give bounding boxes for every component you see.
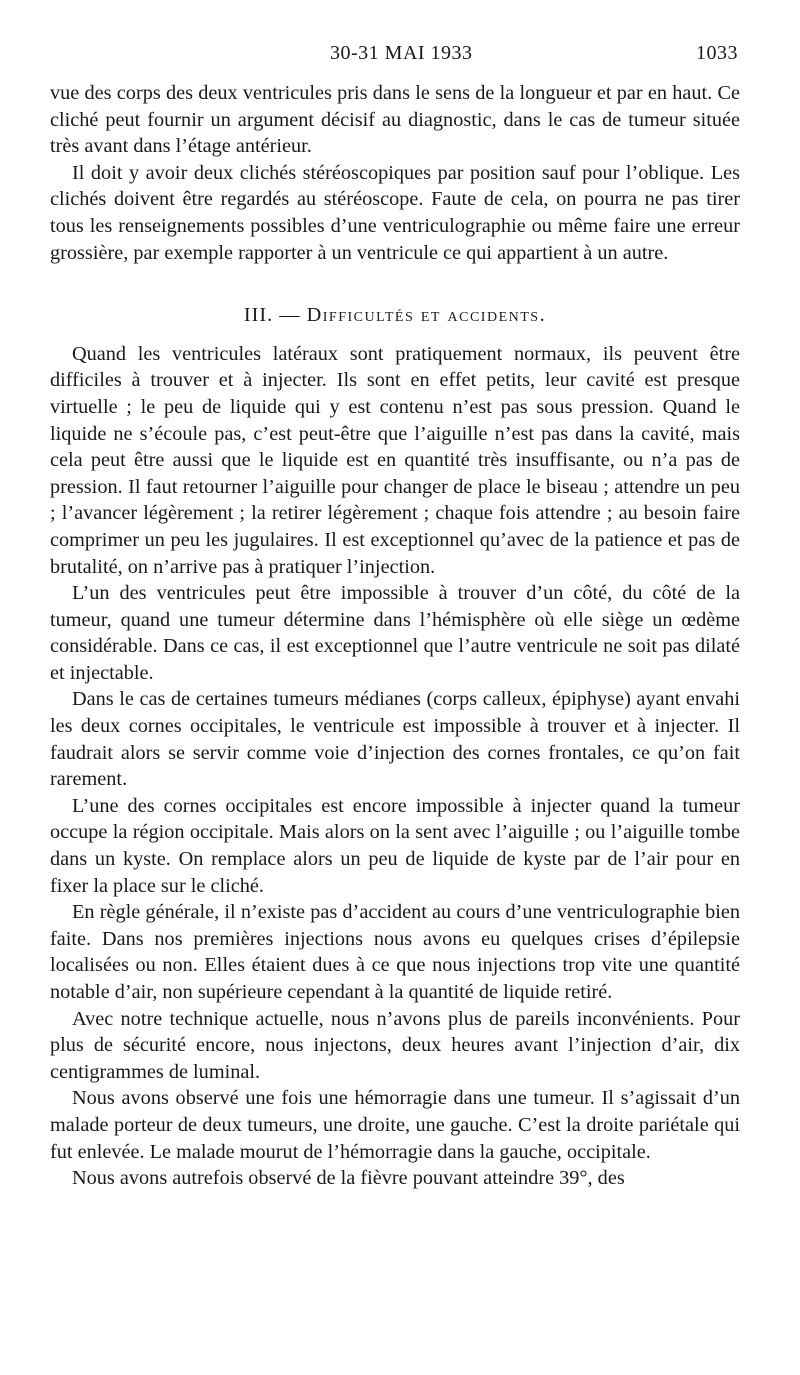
paragraph: L’une des cornes occipitales est encore impossible à injecter quand la tumeur occupe la région occipitale. Mais alors on la sent avec l’aiguille ; ou l’aiguille tombe dans un kyste. On remplace alors un peu de liquide de kyste par de l’air pour en fixer la place sur le cliché.: [50, 794, 740, 897]
page-header: [0, 42, 800, 72]
paragraph: Il doit y avoir deux clichés stéréoscopiques par position sauf pour l’oblique. Les clichés doivent être regardés au stéréoscope. Faute de cela, on pourra ne pas tirer tous les renseignements possibles d’une ventriculographie ou même faire une erreur grossière, par exemple rapporter à un ventricule ce qui appartient à un autre.: [50, 161, 740, 264]
section-dash: —: [279, 304, 301, 327]
paragraph: vue des corps des deux ventricules pris dans le sens de la longueur et par en haut. Ce cliché peut fournir un argument décisif au diagnostic, dans le cas de tumeur située très avant dans l’étage antérieur.: [50, 82, 740, 158]
paragraph: Avec notre technique actuelle, nous n’avons plus de pareils inconvénients. Pour plus de sécurité encore, nous injectons, deux heures avant l’injection d’air, dix centigrammes de luminal.: [50, 1007, 740, 1083]
running-title: 30-31 MAI 1933: [330, 42, 473, 64]
section-number: III.: [243, 304, 274, 327]
paragraph: En règle générale, il n’existe pas d’accident au cours d’une ventriculographie bien faite. Dans nos premières injections nous avons eu quelques crises d’épilepsie localisées ou non. Elles étaient dues à ce que nous injections trop vite une quantité notable d’air, non supérieure cependant à la quantité de liquide retiré.: [50, 901, 740, 1003]
section-title: Difficultés et accidents.: [306, 304, 547, 327]
paragraph: Quand les ventricules latéraux sont pratiquement normaux, ils peuvent être difficiles à trouver et à injecter. Ils sont en effet petits, leur cavité est presque virtuelle ; le peu de liquide qui y est contenu n’est pas sous pression. Quand le liquide ne s’écoule pas, c’est peut-être que l’aiguille n’est pas dans la cavité, mais cela peut être aussi que le liquide est en quantité très insuffisante, ou n’a pas de pression. Il faut retourner l’aiguille pour changer de place le biseau ; attendre un peu ; l’avancer légèrement ; la retirer légèrement ; chaque fois attendre ; au besoin faire comprimer un peu les jugulaires. Il est exceptionnel qu’avec de la patience et pas de brutalité, on n’arrive pas à pratiquer l’injection.: [50, 342, 740, 578]
body-text: [50, 80, 740, 1192]
paragraph: Nous avons observé une fois une hémorragie dans une tumeur. Il s’agissait d’un malade porteur de deux tumeurs, une droite, une gauche. C’est la droite pariétale qui fut enlevée. Le malade mourut de l’hémorragie dans la gauche, occipitale.: [50, 1087, 740, 1163]
paragraph: Nous avons autrefois observé de la fièvre pouvant atteindre 39°, des: [72, 1167, 625, 1190]
paragraph: L’un des ventricules peut être impossible à trouver d’un côté, du côté de la tumeur, quand une tumeur détermine dans l’hémisphère où elle siège un œdème considérable. Dans ce cas, il est exceptionnel que l’autre ventricule ne soit pas dilaté et injectable.: [50, 582, 740, 684]
paragraph: Dans le cas de certaines tumeurs médianes (corps calleux, épiphyse) ayant envahi les deux cornes occipitales, le ventricule est impossible à trouver et à injecter. Il faudrait alors se servir comme voie d’injection des cornes frontales, ce qu’on fait rarement.: [50, 688, 740, 791]
section-heading: [50, 302, 740, 329]
page-number: 1033: [696, 42, 738, 64]
